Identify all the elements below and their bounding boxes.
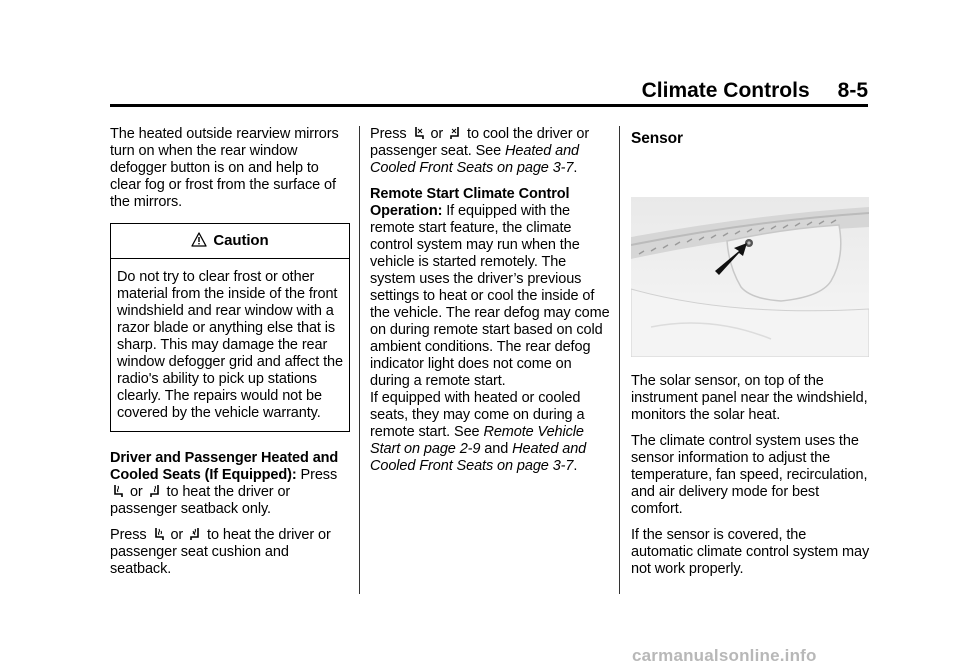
caution-title: Caution [213,232,269,249]
cool-paragraph: Press or to cool the driver or passenger seat. See Heated and Cooled Front Seats on page 3-7. [370,126,590,176]
remote-start-heading: Remote Start Climate Control Operation: [370,186,570,219]
sensor-paragraph-3: If the sensor is covered, the automatic climate control system may not work properly. [631,527,870,577]
column-divider-1 [359,126,360,594]
solar-sensor-illustration [631,197,869,357]
seats-reference: Heated and Cooled Front Seats on page 3-7 [370,143,580,176]
page-number: 8-5 [837,79,868,102]
column-divider-2 [619,126,620,594]
sensor-title: Sensor [631,130,683,147]
seat-full-heat-icon-right [189,527,201,541]
page-header [110,78,868,104]
seat-cool-icon [413,126,425,140]
watermark: carmanualsonline.info [632,646,817,665]
remote-seats-paragraph: If equipped with heated or cooled seats, they may come on during a remote start. See Remote Vehicle Start on page 2-9 and Heated and Cooled Front Seats on page 3-7. [370,390,587,474]
seat-full-heat-icon [153,527,165,541]
remote-start-reference: Remote Vehicle Start on page 2-9 [370,424,584,457]
sensor-paragraph-2: The climate control system uses the sensor information to adjust the temperature, fan speed, recirculation, and air delivery mode for best comfort. [631,433,868,517]
header-rule [110,104,868,107]
caution-header [111,224,349,259]
column-1 [110,126,350,587]
section-title: Climate Controls [641,79,810,102]
remote-start-paragraph: Remote Start Climate Control Operation: If equipped with the remote start feature, the climate control system may run when the vehicle is started remotely. The system uses the driver’s previous settings to heat or cool the inside of the vehicle. The rear defog may come on during remote start based on cold ambient conditions. The rear defog indicator light does not come on during a remote start. [370,186,610,389]
sensor-paragraph-1: The solar sensor, on top of the instrument panel near the windshield, monitors the solar heat. [631,373,868,423]
seats-reference-2: Heated and Cooled Front Seats on page 3-7 [370,441,587,474]
mirrors-paragraph: The heated outside rearview mirrors turn on when the rear window defogger button is on and help to clear fog or frost from the surface of the mirrors. [110,126,339,210]
seat-cool-icon-right [449,126,461,140]
caution-body: Do not try to clear frost or other material from the inside of the front windshield and rear window with a razor blade or anything else that is sharp. This may damage the rear window defogger grid and affect the radio's ability to pick up stations clearly. The repairs would not be covered by the vehicle warranty. [117,269,343,421]
seats-paragraph-2: Press or to heat the driver or passenger seat cushion and seatback. [110,527,331,577]
seats-heading: Driver and Passenger Heated and Cooled Seats (If Equipped): [110,450,339,483]
column-3 [631,126,871,587]
seats-paragraph-1: Driver and Passenger Heated and Cooled Seats (If Equipped): Press or to heat the driver or passenger seatback only. [110,450,339,517]
caution-box [110,223,350,432]
column-2 [370,126,610,484]
warning-triangle-icon [191,232,207,247]
seat-back-heat-icon [112,484,124,498]
seat-back-heat-icon-right [149,484,161,498]
